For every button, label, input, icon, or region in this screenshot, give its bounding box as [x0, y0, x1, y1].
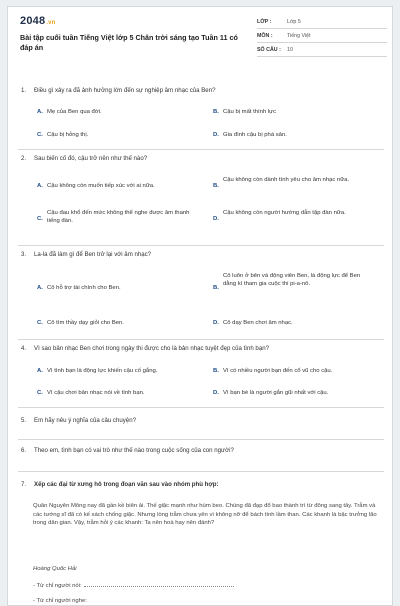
question-text: Theo em, tình bạn có vai trò như thế nào trong cuộc sống của con người?	[34, 447, 234, 454]
divider	[18, 439, 384, 440]
option-text: Cậu đau khổ đến mức không thể nghe được âm thanh tiếng đàn.	[47, 210, 190, 224]
option-letter: C.	[37, 390, 43, 396]
question-number: 4.	[21, 345, 27, 352]
question-number: 3.	[21, 251, 27, 258]
option-letter: A.	[37, 109, 43, 115]
option-text: Cậu không còn người hướng dẫn tập đàn nữa.	[223, 210, 346, 216]
fill-label: - Từ chỉ người nghe:	[33, 598, 87, 604]
option-text: Vì bạn bè là người gắn gũi nhất với cậu.	[223, 390, 329, 396]
questions-list	[8, 7, 393, 606]
fill-label: - Từ chỉ người nói:	[33, 583, 82, 589]
option-letter: C.	[37, 132, 43, 138]
option-letter: D.	[213, 390, 219, 396]
info-label: LỚP :	[257, 18, 272, 25]
divider	[18, 407, 384, 408]
logo-text: 2048	[20, 15, 46, 27]
option-text: Vì cậu chơi bản nhạc nói về tình bạn.	[47, 390, 145, 396]
divider	[18, 471, 384, 472]
divider	[18, 149, 384, 150]
question-text: Xếp các đại từ xưng hô trong đoạn văn sau vào nhóm phù hợp:	[34, 481, 219, 488]
option-text: Cô tìm thầy dạy giỏi cho Ben.	[47, 320, 124, 326]
info-label: MÔN :	[257, 32, 273, 39]
question-number: 6.	[21, 447, 27, 454]
info-value: 10	[287, 46, 293, 53]
document-title: Bài tập cuối tuần Tiếng Việt lớp 5 Chân trời sáng tạo Tuần 11 có đáp án	[20, 33, 238, 52]
passage-author: Hoàng Quốc Hải	[33, 566, 77, 572]
info-value: Tiếng Việt	[287, 32, 311, 39]
info-label: SỐ CÂU :	[257, 46, 281, 53]
answer-blank[interactable]	[84, 581, 234, 587]
option-text: Cậu không còn muốn tiếp xúc với ai nữa.	[47, 183, 155, 189]
option-letter: A.	[37, 285, 43, 291]
option-text: Cô dạy Ben chơi âm nhạc.	[223, 320, 293, 326]
option-text: Cậu bị mất thính lực	[223, 109, 277, 115]
logo-suffix: .vn	[46, 20, 56, 26]
worksheet-page	[7, 6, 393, 606]
question-number: 5.	[21, 417, 27, 424]
option-letter: B.	[213, 285, 219, 291]
option-letter: B.	[213, 109, 219, 115]
option-text: Vì tình bạn là động lực khiến cậu cố gắng.	[47, 368, 158, 374]
option-letter: D.	[213, 216, 219, 222]
question-number: 2.	[21, 155, 27, 162]
question-text: Vì sao bản nhạc Ben chơi trong ngày thi được cho là bản nhạc tuyệt đẹp của tình bạn?	[34, 345, 269, 352]
option-letter: D.	[213, 320, 219, 326]
question-text: La-la đã làm gì để Ben trở lại với âm nhạc?	[34, 251, 152, 258]
option-letter: A.	[37, 368, 43, 374]
option-letter: C.	[37, 320, 43, 326]
question-number: 1.	[21, 87, 27, 94]
option-text: Cậu không còn dành tình yêu cho âm nhạc nữa.	[223, 177, 350, 183]
option-text: Vì có nhiều người bạn đến cổ vũ cho cậu.	[223, 368, 333, 374]
option-text: Gia đình cậu bị phá sản.	[223, 132, 287, 138]
option-text: Cô hỗ trợ tài chính cho Ben.	[47, 285, 121, 291]
divider	[18, 339, 384, 340]
reading-passage: Quân Nguyên Mông nay đã gần kề biên ải. Thế giặc mạnh như hùm beo. Chúng đã đạp đổ bao thành trì từ đông sang tây. Trẫm và các tướng sĩ đã có kế sách chống giặc. Nhưng lòng trẫm chưa yên vì không nỡ để bách tính lầm than. Các khanh là bậc trưởng lão trong dân gian. Vậy, trẫm hỏi ý các khanh: Ta nên hoà hay nên đánh?	[33, 503, 377, 527]
option-letter: B.	[213, 183, 219, 189]
option-text: Cậu bị hỏng thị.	[47, 132, 89, 138]
option-letter: A.	[37, 183, 43, 189]
question-text: Điều gì xảy ra đã ảnh hưởng lớn đến sự nghiệp âm nhạc của Ben?	[34, 87, 216, 94]
option-letter: C.	[37, 216, 43, 222]
divider	[18, 245, 384, 246]
option-letter: B.	[213, 368, 219, 374]
info-value: Lớp 5	[287, 18, 301, 25]
question-number: 7.	[21, 481, 27, 488]
question-text: Sau biến cố đó, cậu trở nên như thế nào?	[34, 155, 148, 162]
option-letter: D.	[213, 132, 219, 138]
fill-in-line-speaker[interactable]	[33, 581, 234, 589]
question-text: Em hãy nêu ý nghĩa của câu chuyện?	[34, 417, 136, 424]
option-text: Cô luôn ở bên và động viên Ben, là động lực để Ben dằng kí tham gia cuộc thi pi-a-nô.	[223, 273, 361, 287]
option-text: Mẹ của Ben qua đời.	[47, 109, 102, 115]
fill-in-line-listener[interactable]	[33, 598, 87, 604]
